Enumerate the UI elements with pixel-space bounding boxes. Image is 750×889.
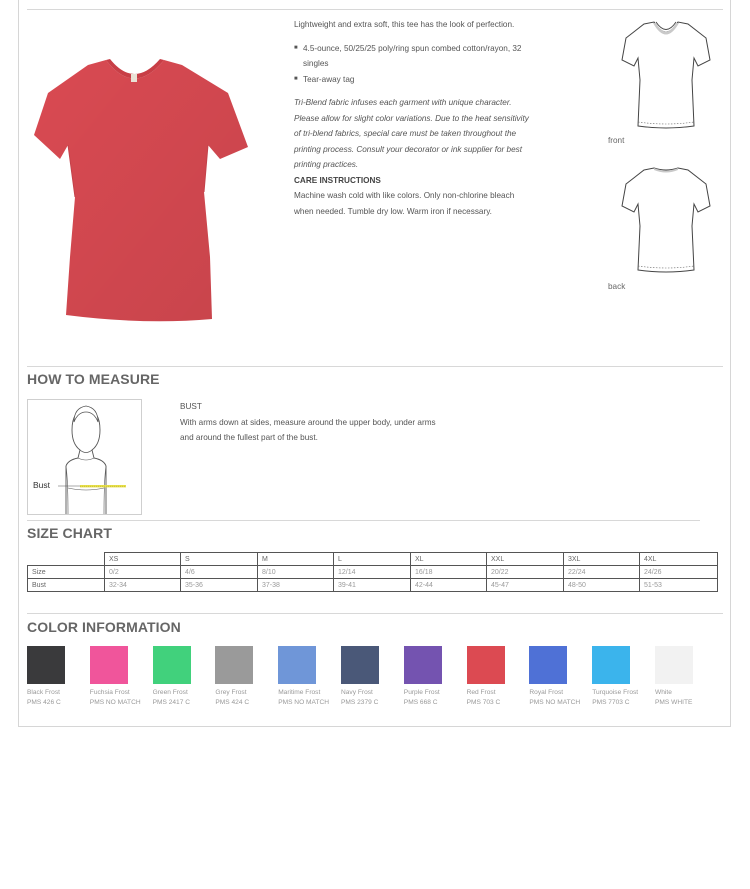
tri-blend-note: Tri-Blend fabric infuses each garment with unique character. Please allow for slight color variations. Due to the heat sensitivity of tri-blend fabrics, special care must be taken throughout the printing process. Consult your decorator or ink supplier for best printing practices. xyxy=(294,98,529,169)
front-label: front xyxy=(608,136,625,145)
section-divider xyxy=(27,613,723,614)
table-cell: 32-34 xyxy=(105,579,181,592)
color-swatch xyxy=(153,646,191,684)
color-swatch xyxy=(529,646,567,684)
size-header: S xyxy=(181,553,258,566)
color-pms: PMS NO MATCH xyxy=(278,699,329,706)
table-row xyxy=(28,579,718,592)
section-divider xyxy=(27,366,723,367)
size-chart-heading: SIZE CHART xyxy=(27,525,112,541)
bullet-item: ■ Tear-away tag xyxy=(294,74,355,84)
color-pms: PMS 426 C xyxy=(27,699,61,706)
size-header: L xyxy=(334,553,411,566)
color-swatch xyxy=(341,646,379,684)
row-label: Bust xyxy=(28,579,105,592)
color-pms: PMS 668 C xyxy=(403,699,438,706)
table-cell: 51-53 xyxy=(640,579,718,592)
color-name: Black Frost xyxy=(27,689,60,696)
product-photo xyxy=(32,57,250,323)
color-name: Grey Frost xyxy=(215,689,247,696)
table-cell: 20/22 xyxy=(487,566,564,579)
color-swatch-label xyxy=(278,688,329,708)
color-pms: PMS NO MATCH xyxy=(89,699,141,706)
color-pms: PMS 703 C xyxy=(466,699,501,706)
bullet-item: ■ 4.5-ounce, 50/25/25 poly/ring spun combed cotton/rayon, 32 singles xyxy=(294,43,522,68)
top-divider xyxy=(27,9,723,10)
color-name: Royal Frost xyxy=(529,689,564,696)
table-cell: 16/18 xyxy=(411,566,487,579)
color-swatch xyxy=(592,646,630,684)
table-cell: 35-36 xyxy=(181,579,258,592)
color-swatch-label xyxy=(90,688,141,708)
table-cell: 12/14 xyxy=(334,566,411,579)
row-label: Size xyxy=(28,566,105,579)
color-name: Red Frost xyxy=(466,689,496,696)
care-heading: CARE INSTRUCTIONS xyxy=(294,175,381,185)
table-cell: 24/26 xyxy=(640,566,718,579)
bust-measure-illustration xyxy=(27,399,142,515)
color-swatch-label xyxy=(529,688,580,708)
color-pms: PMS WHITE xyxy=(655,699,693,706)
size-header: XL xyxy=(411,553,487,566)
description-text: Lightweight and extra soft, this tee has the look of perfection. xyxy=(294,20,515,29)
bust-title: BUST xyxy=(180,402,202,411)
table-row xyxy=(28,566,718,579)
front-flat-drawing xyxy=(620,20,712,132)
table-cell: 39-41 xyxy=(334,579,411,592)
color-name: Green Frost xyxy=(152,689,188,696)
color-swatch-label xyxy=(592,688,638,708)
table-cell: 42-44 xyxy=(411,579,487,592)
color-swatch-label xyxy=(341,688,378,708)
color-swatch xyxy=(90,646,128,684)
color-swatch xyxy=(467,646,505,684)
color-pms: PMS 7703 C xyxy=(592,699,630,706)
size-chart-table xyxy=(27,552,718,592)
size-header: XXL xyxy=(487,553,564,566)
size-header: 4XL xyxy=(640,553,718,566)
color-swatch xyxy=(655,646,693,684)
color-pms: PMS 2379 C xyxy=(341,699,379,706)
table-cell: 8/10 xyxy=(258,566,334,579)
bust-label: Bust xyxy=(33,480,51,490)
table-cell: 0/2 xyxy=(105,566,181,579)
table-cell: 22/24 xyxy=(564,566,640,579)
product-description xyxy=(294,17,534,219)
color-name: Navy Frost xyxy=(341,689,373,696)
color-swatch-label xyxy=(404,688,440,708)
color-swatch-label xyxy=(153,688,190,708)
table-cell: 4/6 xyxy=(181,566,258,579)
table-cell: 45-47 xyxy=(487,579,564,592)
color-swatch xyxy=(404,646,442,684)
size-header: XS xyxy=(105,553,181,566)
color-pms: PMS 424 C xyxy=(215,699,250,706)
care-text: Machine wash cold with like colors. Only non-chlorine bleach when needed. Tumble dry low. Warm iron if necessary. xyxy=(294,191,515,216)
size-header-row xyxy=(28,553,718,566)
color-swatch-label xyxy=(215,688,249,708)
table-cell: 37-38 xyxy=(258,579,334,592)
tag-label xyxy=(131,74,137,82)
color-pms: PMS 2417 C xyxy=(152,699,190,706)
color-swatch xyxy=(278,646,316,684)
how-to-measure-heading: HOW TO MEASURE xyxy=(27,371,160,387)
color-swatch xyxy=(215,646,253,684)
color-information-heading: COLOR INFORMATION xyxy=(27,619,181,635)
table-cell: 48-50 xyxy=(564,579,640,592)
color-pms: PMS NO MATCH xyxy=(529,699,581,706)
color-swatch-label xyxy=(655,688,692,708)
bust-instructions xyxy=(180,399,440,446)
color-name: Purple Frost xyxy=(403,689,440,696)
back-label: back xyxy=(608,282,626,291)
color-swatch xyxy=(27,646,65,684)
size-header: M xyxy=(258,553,334,566)
color-name: White xyxy=(655,689,672,696)
bust-text: With arms down at sides, measure around the upper body, under arms and around the fullest part of the bust. xyxy=(180,417,436,442)
color-name: Turquoise Frost xyxy=(592,689,639,696)
color-name: Maritime Frost xyxy=(278,689,321,696)
section-divider xyxy=(27,520,700,521)
color-swatch-label xyxy=(27,688,61,708)
size-header: 3XL xyxy=(564,553,640,566)
color-name: Fuchsia Frost xyxy=(89,689,130,696)
color-swatch-label xyxy=(467,688,501,708)
back-flat-drawing xyxy=(620,166,712,276)
